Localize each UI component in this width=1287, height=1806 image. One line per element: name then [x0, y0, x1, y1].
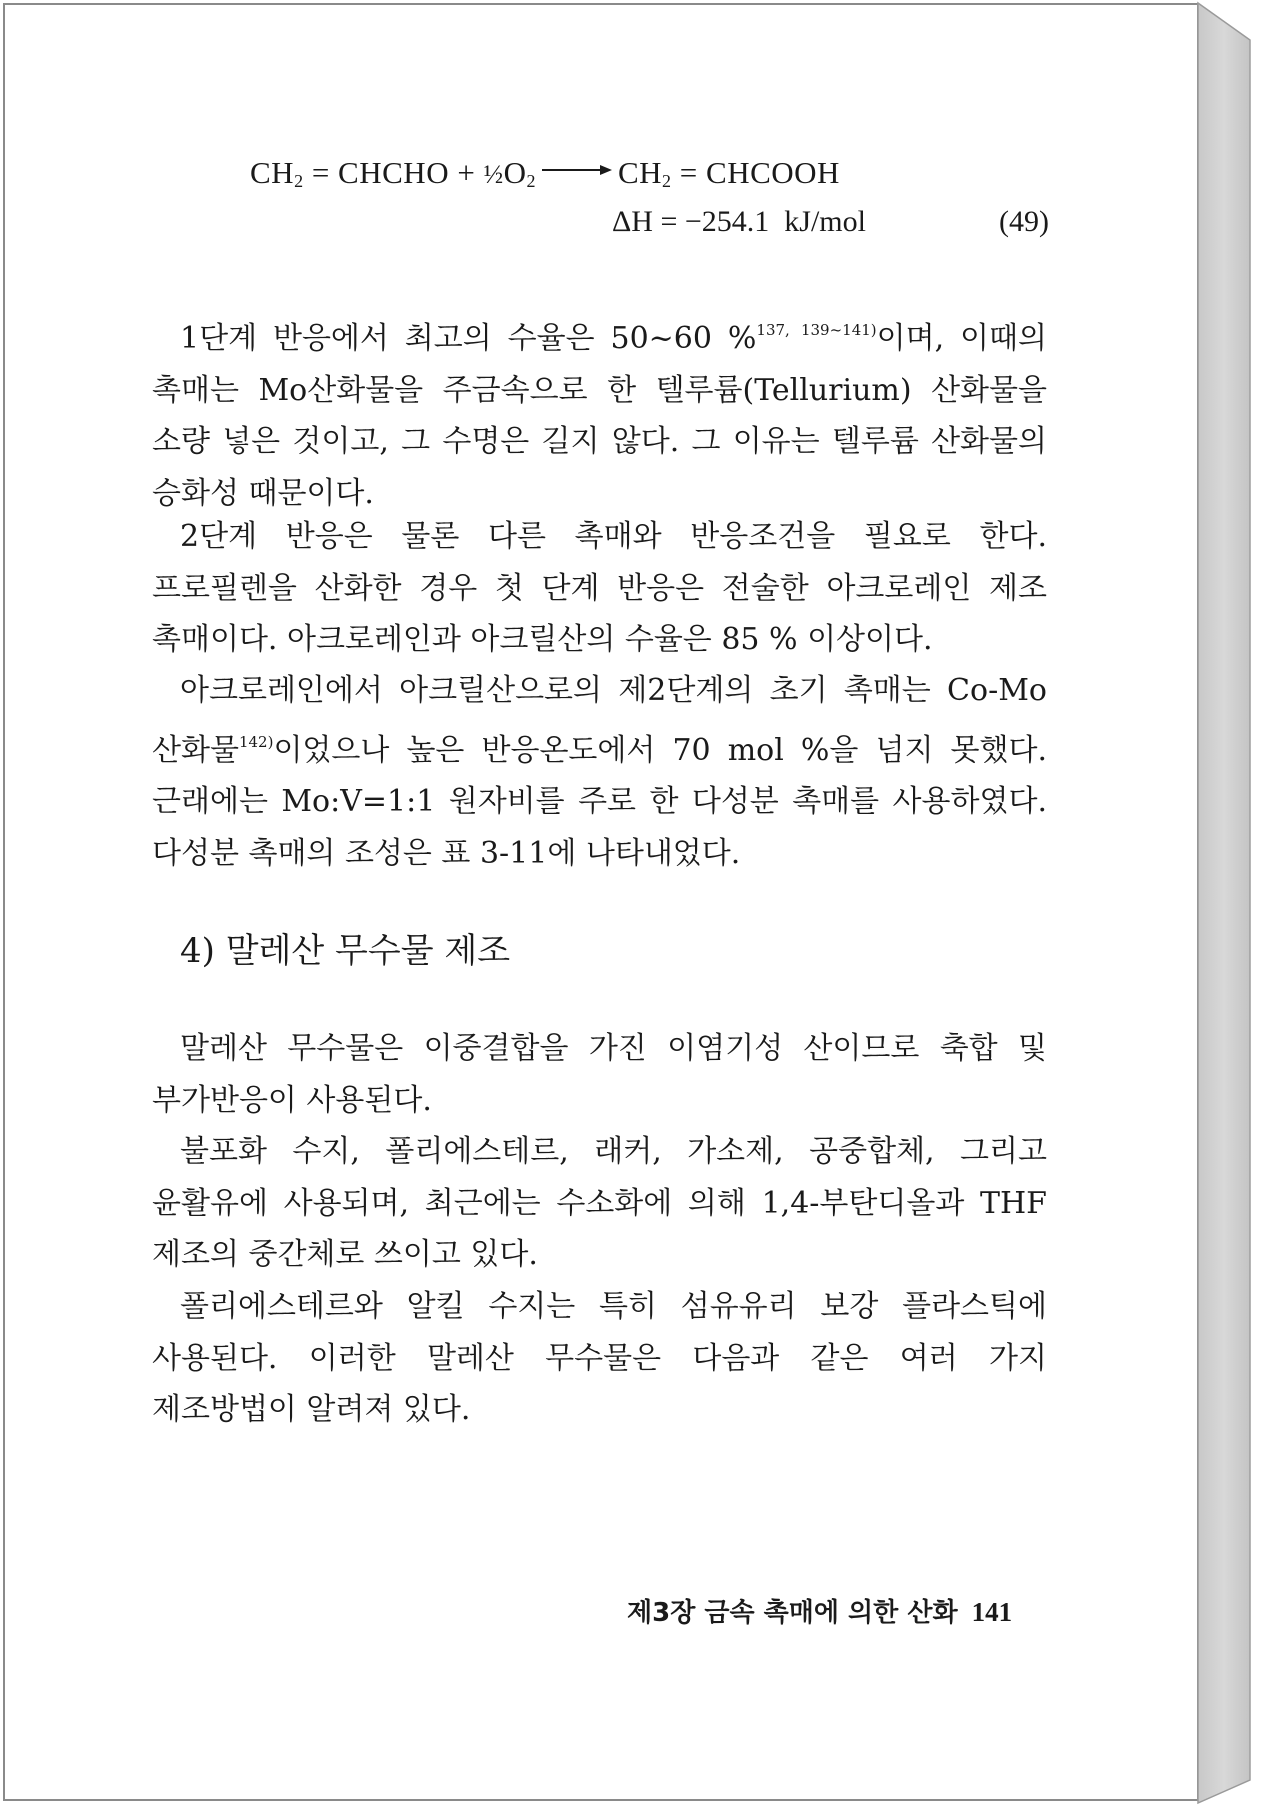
paragraph-text: 2단계 반응은 물론 다른 촉매와 반응조건을 필요로 한다. 프로필렌을 산화한 경우 첫 단계 반응은 전술한 아크로레인 제조 촉매이다. 아크로레인과 아크릴산의 수율은 85 % 이상이다.: [152, 519, 1047, 657]
chapter-title: 제3장 금속 촉매에 의한 산화: [627, 1598, 958, 1628]
paragraph-text: 이며, 이때의 촉매는 Mo산화물을 주금속으로 한 텔루륨(Tellurium) 산화물을 소량 넣은 것이고, 그 수명은 길지 않다. 그 이유는 텔루륨 산화물의 승화성 때문이다.: [152, 321, 1047, 511]
reactant: CH: [250, 155, 295, 190]
reactant-rest: = CHCHO +: [303, 155, 484, 190]
oxygen: O: [503, 155, 527, 190]
enthalpy: ΔH = −254.1 kJ/mol: [612, 205, 866, 238]
product-rest: = CHCOOH: [671, 155, 840, 190]
reference-superscript: 142): [238, 732, 274, 751]
paragraph-text: 1단계 반응에서 최고의 수율은 50~60 %: [180, 321, 757, 356]
section-heading: 4) 말레산 무수물 제조: [180, 931, 511, 971]
page-number: 141: [971, 1597, 1013, 1627]
product: CH: [617, 155, 663, 190]
product-subscript: 2: [662, 171, 672, 191]
reactant-subscript: 2: [294, 171, 304, 191]
oxygen-subscript: 2: [526, 171, 536, 191]
half-fraction: ½: [483, 160, 504, 189]
paragraph-text: 불포화 수지, 폴리에스테르, 래커, 가소제, 공중합체, 그리고 윤활유에 사용되며, 최근에는 수소화에 의해 1,4-부탄디올과 THF 제조의 중간체로 쓰이고 있다.: [152, 1134, 1047, 1272]
paragraph-text: 이었으나 높은 반응온도에서 70 mol %을 넘지 못했다. 근래에는 Mo:V=1:1 원자비를 주로 한 다성분 촉매를 사용하였다. 다성분 촉매의 조성은 표 3-11에 나타내었다.: [152, 732, 1047, 871]
paragraph-text: 아크로레인에서 아크릴산으로의 제2단계의 초기 촉매는 Co-Mo 산화물: [152, 673, 1047, 768]
equation-number: (49): [999, 205, 1049, 238]
reference-superscript: 137, 139~141): [756, 321, 877, 339]
paragraph-text: 말레산 무수물은 이중결합을 가진 이염기성 산이므로 축합 및 부가반응이 사용된다.: [152, 1031, 1047, 1118]
paragraph-text: 폴리에스테르와 알킬 수지는 특히 섬유유리 보강 플라스틱에 사용된다. 이러한 말레산 무수물은 다음과 같은 여러 가지 제조방법이 알려져 있다.: [152, 1289, 1047, 1427]
